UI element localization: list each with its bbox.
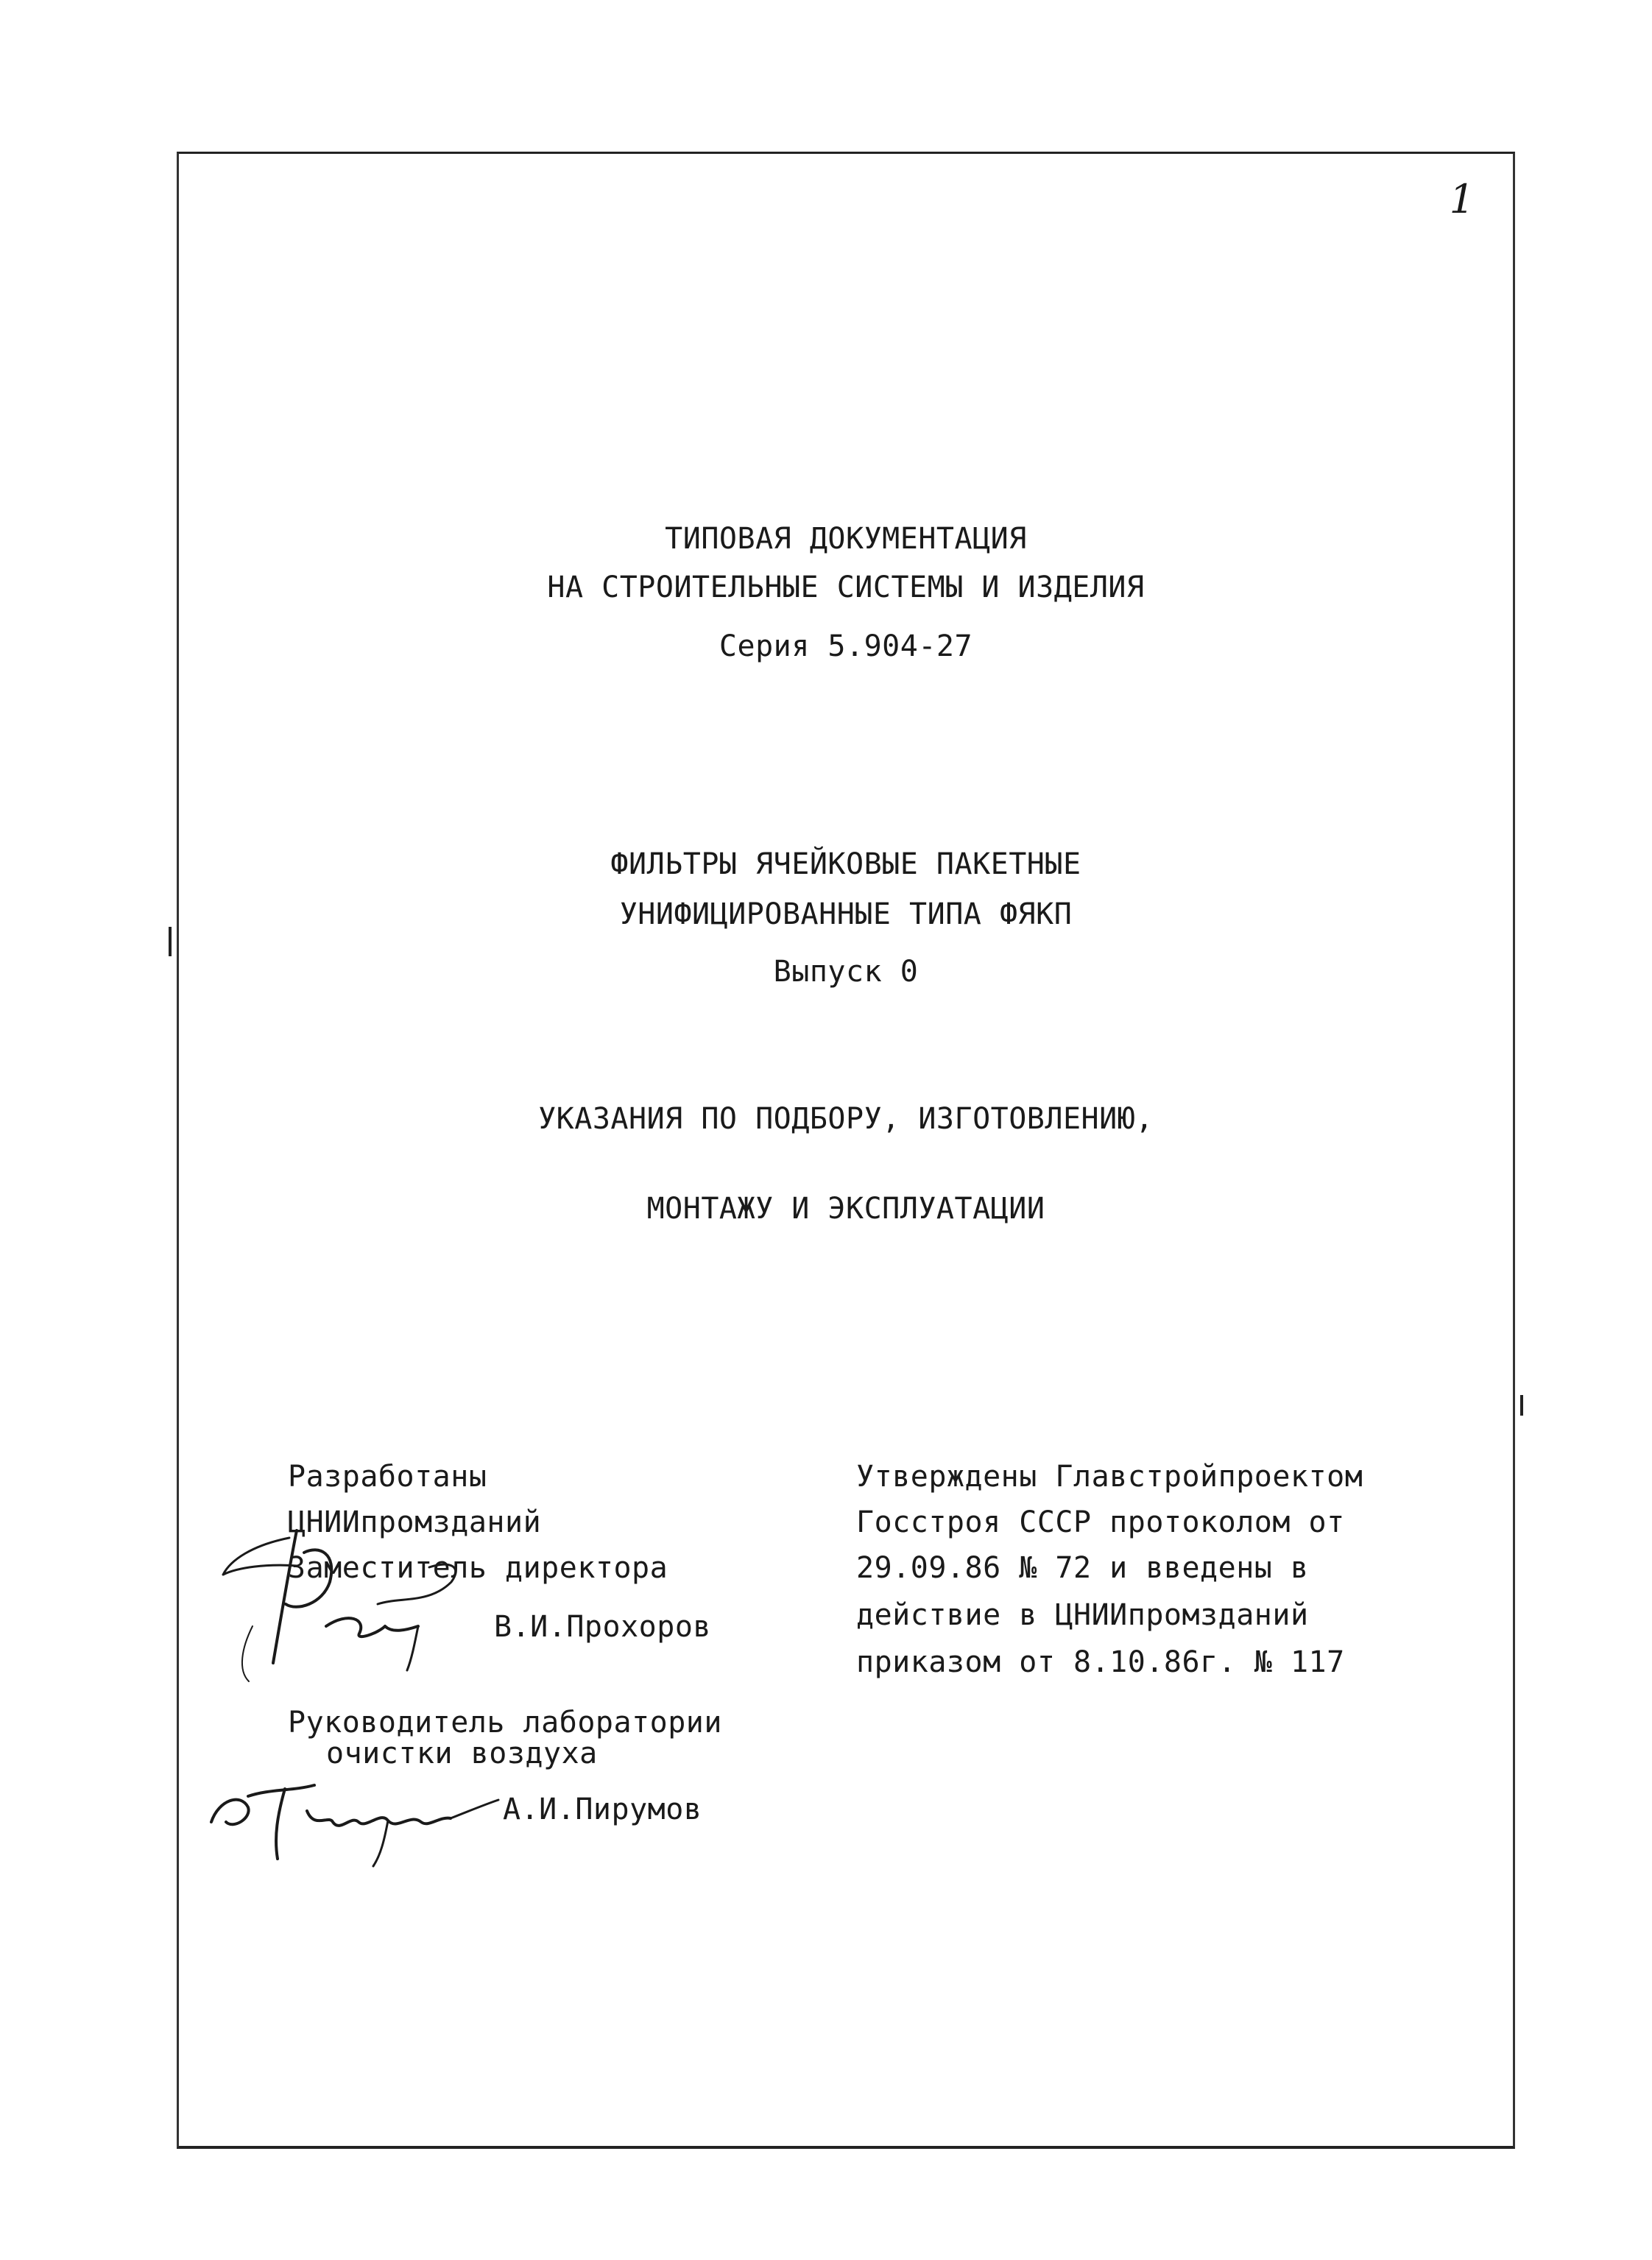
issue-label: Выпуск 0 (773, 955, 919, 989)
document-frame (177, 152, 1515, 2149)
left-margin-mark (169, 927, 180, 956)
deputy-signature-icon (208, 1523, 518, 1695)
subject-line-1: УКАЗАНИЯ ПО ПОДБОРУ, ИЗГОТОВЛЕНИЮ, (538, 1102, 1154, 1136)
approved-line-1: Утверждены Главстройпроектом (856, 1460, 1363, 1494)
subject-line-2: МОНТАЖУ И ЭКСПЛУАТАЦИИ (646, 1192, 1045, 1226)
lab-head-name: А.И.Пирумов (503, 1793, 702, 1826)
header-line-2: НА СТРОИТЕЛЬНЫЕ СИСТЕМЫ И ИЗДЕЛИЯ (547, 571, 1145, 604)
developer-org: ЦНИИпромзданий (288, 1505, 542, 1539)
approved-line-4: действие в ЦНИИпромзданий (856, 1598, 1309, 1632)
deputy-title: Заместитель директора (288, 1551, 668, 1585)
right-margin-mark (1513, 1395, 1523, 1416)
product-line-2: УНИФИЦИРОВАННЫЕ ТИПА ФЯКП (619, 897, 1073, 931)
approved-line-5: приказом от 8.10.86г. № 117 (856, 1645, 1345, 1679)
developed-label: Разработаны (288, 1460, 487, 1494)
approved-line-2: Госстроя СССР протоколом от (856, 1505, 1345, 1539)
lab-head-signature-icon (204, 1770, 513, 1876)
series-label: Серия 5.904-27 (719, 629, 973, 663)
header-line-1: ТИПОВАЯ ДОКУМЕНТАЦИЯ (665, 522, 1027, 556)
lab-head-title: Руководитель лаборатории (288, 1706, 722, 1740)
deputy-name: В.И.Прохоров (494, 1610, 711, 1644)
lab-name: очистки воздуха (326, 1737, 598, 1770)
approved-line-3: 29.09.86 № 72 и введены в (856, 1551, 1309, 1585)
page-number: 1 (1449, 176, 1475, 222)
product-line-1: ФИЛЬТРЫ ЯЧЕЙКОВЫЕ ПАКЕТНЫЕ (610, 847, 1081, 881)
